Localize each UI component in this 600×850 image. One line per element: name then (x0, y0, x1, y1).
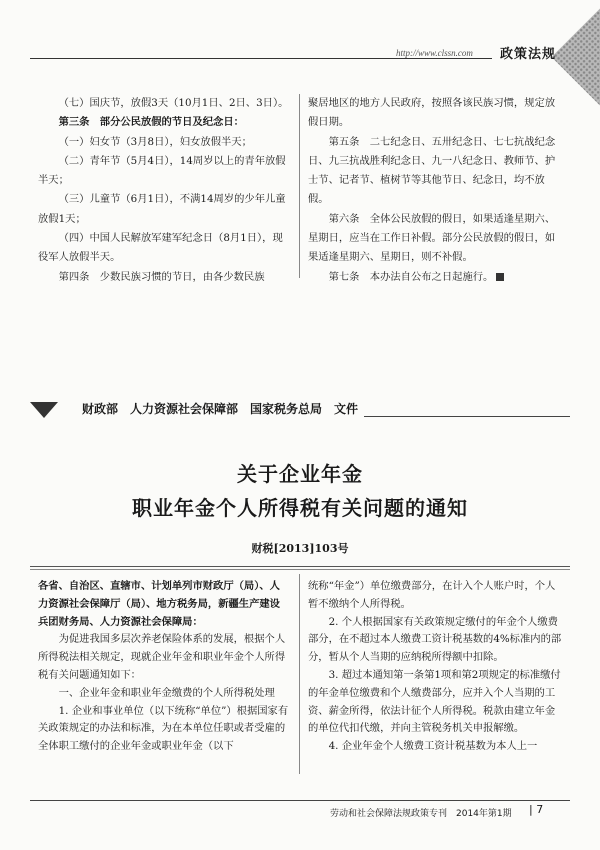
title-line-2: 职业年金个人所得税有关问题的通知 (132, 496, 468, 520)
end-mark-icon (496, 273, 504, 281)
section-rule-thin (30, 569, 570, 570)
column-divider (299, 94, 300, 278)
header-url: http://www.clssn.com (396, 48, 473, 58)
paragraph: 第四条 少数民族习惯的节日，由各少数民族 (58, 270, 265, 283)
section-rule (30, 566, 570, 567)
page-number: | 7 (529, 803, 544, 816)
paragraph: 1. 企业和事业单位（以下统称“单位”）根据国家有关政策规定的办法和标准，为在本单位任职或者受雇的全体职工缴付的企业年金或职业年金（以下 (38, 704, 289, 753)
paragraph: （二）青年节（5月4日），14周岁以上的青年放假半天； (38, 154, 286, 187)
title-line-1: 关于企业年金 (237, 462, 363, 486)
bottom-right-column (308, 578, 562, 756)
paragraph: （三）儿童节（6月1日），不满14周岁的少年儿童放假1天； (38, 193, 286, 225)
paragraph: 统称“年金”）单位缴费部分，在计入个人账户时，个人暂不缴纳个人所得税。 (308, 580, 556, 610)
page-number-value: 7 (536, 803, 544, 816)
paragraph: （七）国庆节，放假3天（10月1日、2日、3日）。 (58, 97, 289, 109)
section-title: 政策法规 (500, 47, 557, 62)
header-rule (30, 58, 492, 59)
banner-text: 财政部 人力资源社会保障部 国家税务总局 文件 (82, 400, 364, 417)
document-banner (30, 400, 570, 420)
bottom-left-column (38, 578, 290, 756)
paragraph: 第六条 全体公民放假的假日，如果适逢星期六、星期日，应当在工作日补假。部分公民放假的假日，如果适逢星期六、星期日，则不补假。 (308, 212, 556, 264)
top-left-column (38, 94, 290, 287)
addressee: 各省、自治区、直辖市、计划单列市财政厅（局）、人力资源社会保障厅（局）、地方税务局，新疆生产建设兵团财务局、人力资源社会保障局： (38, 580, 280, 628)
footer-rule (30, 800, 570, 801)
top-right-column (308, 94, 562, 287)
column-divider (299, 574, 300, 774)
section-heading: 一、企业年金和职业年金缴费的个人所得税处理 (58, 686, 275, 699)
paragraph: 第五条 二七纪念日、五卅纪念日、七七抗战纪念日、九三抗战胜利纪念日、九一八纪念日、教师节、护士节、记者节、植树节等其他节日、纪念日，均不放假。 (308, 135, 556, 206)
paragraph: 第三条 部分公民放假的节日及纪念日： (58, 116, 244, 129)
paragraph: （四）中国人民解放军建军纪念日（8月1日），现役军人放假半天。 (38, 232, 283, 264)
paragraph: 2. 个人根据国家有关政策规定缴付的年金个人缴费部分，在不超过本人缴费工资计税基数的4%标准内的部分，暂从个人当期的应纳税所得额中扣除。 (308, 615, 562, 664)
paragraph: 第七条 本办法自公布之日起施行。 (328, 270, 494, 283)
document-number: 财税[2013]103号 (251, 542, 349, 555)
corner-decoration (552, 8, 600, 107)
paragraph: 聚居地区的地方人民政府，按照各该民族习惯，规定放假日期。 (308, 97, 556, 129)
paragraph: 3. 超过本通知第一条第1项和第2项规定的标准缴付的年金单位缴费和个人缴费部分，应并入个人当期的工资、薪金所得，依法计征个人所得税。税款由建立年金的单位代扣代缴，并向主管税务机关申报解缴。 (308, 668, 561, 735)
paragraph: （一）妇女节（3月8日），妇女放假半天； (58, 135, 252, 148)
paragraph: 为促进我国多层次养老保险体系的发展，根据个人所得税法相关规定，现就企业年金和职业年金个人所得税有关问题通知如下： (38, 633, 286, 681)
paragraph: 4. 企业年金个人缴费工资计税基数为本人上一 (328, 740, 538, 753)
triangle-icon (30, 402, 58, 418)
footer-journal: 劳动和社会保障法规政策专刊 2014年第1期 (330, 809, 512, 819)
